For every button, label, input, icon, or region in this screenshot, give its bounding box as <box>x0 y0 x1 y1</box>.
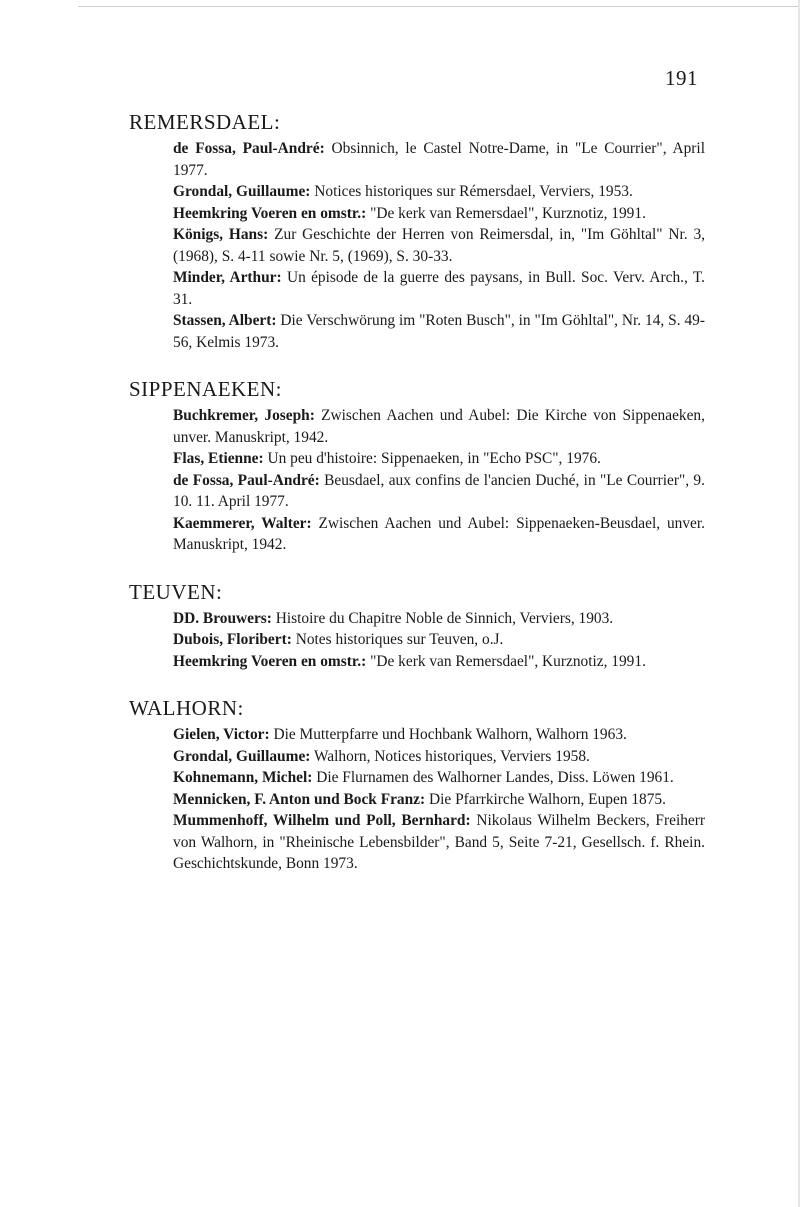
bibliography-entry <box>173 470 705 513</box>
bibliography-entry <box>173 651 705 673</box>
top-rule <box>78 6 800 7</box>
section-sippenaeken <box>129 377 709 556</box>
bibliography-entry <box>173 138 705 181</box>
section-teuven <box>129 580 709 673</box>
entry-author: Minder, Arthur: <box>173 269 282 286</box>
entry-text: Die Flurnamen des Walhorner Landes, Diss. Löwen 1961. <box>316 769 674 786</box>
bibliography-entry <box>173 267 705 310</box>
entry-text: Histoire du Chapitre Noble de Sinnich, Verviers, 1903. <box>275 609 614 627</box>
entry-author: Mummenhoff, Wilhelm und Poll, Bernhard: <box>173 812 471 829</box>
entry-text: Notices historiques sur Rémersdael, Verviers, 1953. <box>314 183 633 200</box>
bibliography-entry <box>173 746 705 768</box>
bibliography-entry <box>173 629 705 651</box>
entry-text: Die Pfarrkirche Walhorn, Eupen 1875. <box>429 790 666 808</box>
entry-text: Beusdael, aux confins de l'ancien Duché, in "Le Courrier", 9. 10. 11. April 1977. <box>173 471 705 510</box>
entry-author: DD. Brouwers: <box>173 609 272 627</box>
entry-text: Un épisode de la guerre des paysans, in Bull. Soc. Verv. Arch., T. 31. <box>173 269 705 308</box>
section-heading: SIPPENAEKEN: <box>129 377 283 401</box>
section-walhorn <box>129 696 709 875</box>
entry-text: Notes historiques sur Teuven, o.J. <box>295 631 504 648</box>
entry-text: Die Verschwörung im "Roten Busch", in "Im Göhltal", Nr. 14, S. 49-56, Kelmis 1973. <box>173 312 705 351</box>
page-number: 191 <box>665 66 698 90</box>
bibliography-entry <box>173 767 705 789</box>
bibliography-entry <box>173 448 705 470</box>
entry-author: Buchkremer, Joseph: <box>173 407 315 424</box>
section-heading: TEUVEN: <box>129 579 223 604</box>
entry-author: Heemkring Voeren en omstr.: <box>173 204 367 222</box>
entry-author: de Fossa, Paul-André: <box>173 471 320 489</box>
entry-author: Mennicken, F. Anton und Bock Franz: <box>173 790 426 808</box>
section-heading: WALHORN: <box>129 696 244 720</box>
entry-author: Kohnemann, Michel: <box>173 769 313 786</box>
bibliography-entry <box>173 181 705 203</box>
bibliography-entry <box>173 789 705 811</box>
entry-text: Walhorn, Notices historiques, Verviers 1958. <box>313 747 590 765</box>
bibliography-entry <box>173 310 705 353</box>
entry-author: Grondal, Guillaume: <box>173 747 311 765</box>
entry-author: de Fossa, Paul-André: <box>173 140 325 157</box>
entry-text: Zwischen Aachen und Aubel: Sippenaeken-Beusdael, unver. Manuskript, 1942. <box>173 514 705 553</box>
bibliography-entry <box>173 513 705 556</box>
entry-text: Obsinnich, le Castel Notre-Dame, in "Le Courrier", April 1977. <box>173 140 705 179</box>
entry-author: Grondal, Guillaume: <box>173 183 311 200</box>
bibliography <box>129 110 709 897</box>
bibliography-entry <box>173 405 705 448</box>
entry-list <box>173 608 705 673</box>
bibliography-entry <box>173 724 705 746</box>
entry-text: "De kerk van Remersdael", Kurznotiz, 1991. <box>370 204 646 222</box>
bibliography-entry <box>173 224 705 267</box>
entry-list <box>173 724 705 875</box>
entry-text: Die Mutterpfarre und Hochbank Walhorn, Walhorn 1963. <box>273 726 627 743</box>
bibliography-entry <box>173 810 705 875</box>
section-remersdael <box>129 110 709 353</box>
entry-author: Flas, Etienne: <box>173 450 264 467</box>
entry-text: Un peu d'histoire: Sippenaeken, in "Echo PSC", 1976. <box>267 450 601 467</box>
entry-author: Kaemmerer, Walter: <box>173 514 312 532</box>
entry-text: Zwischen Aachen und Aubel: Die Kirche von Sippenaeken, unver. Manuskript, 1942. <box>173 407 705 446</box>
entry-author: Königs, Hans: <box>173 226 269 243</box>
entry-list <box>173 405 705 556</box>
entry-author: Stassen, Albert: <box>173 312 277 329</box>
entry-text: "De kerk van Remersdael", Kurznotiz, 1991. <box>370 652 646 670</box>
entry-author: Heemkring Voeren en omstr.: <box>173 652 367 670</box>
entry-author: Dubois, Floribert: <box>173 631 292 648</box>
entry-text: Nikolaus Wilhelm Beckers, Freiherr von Walhorn, in "Rheinische Lebensbilder", Band 5, Seite 7-21, Gesellsch. f. Rhein. Geschichtskunde, Bonn 1973. <box>173 812 705 872</box>
bibliography-entry <box>173 608 705 630</box>
entry-author: Gielen, Victor: <box>173 726 270 743</box>
entry-text: Zur Geschichte der Herren von Reimersdal, in, "Im Göhltal" Nr. 3, (1968), S. 4-11 sowie Nr. 5, (1969), S. 30-33. <box>173 226 705 265</box>
bibliography-entry <box>173 203 705 225</box>
entry-list <box>173 138 705 353</box>
section-heading: REMERSDAEL: <box>129 110 281 134</box>
